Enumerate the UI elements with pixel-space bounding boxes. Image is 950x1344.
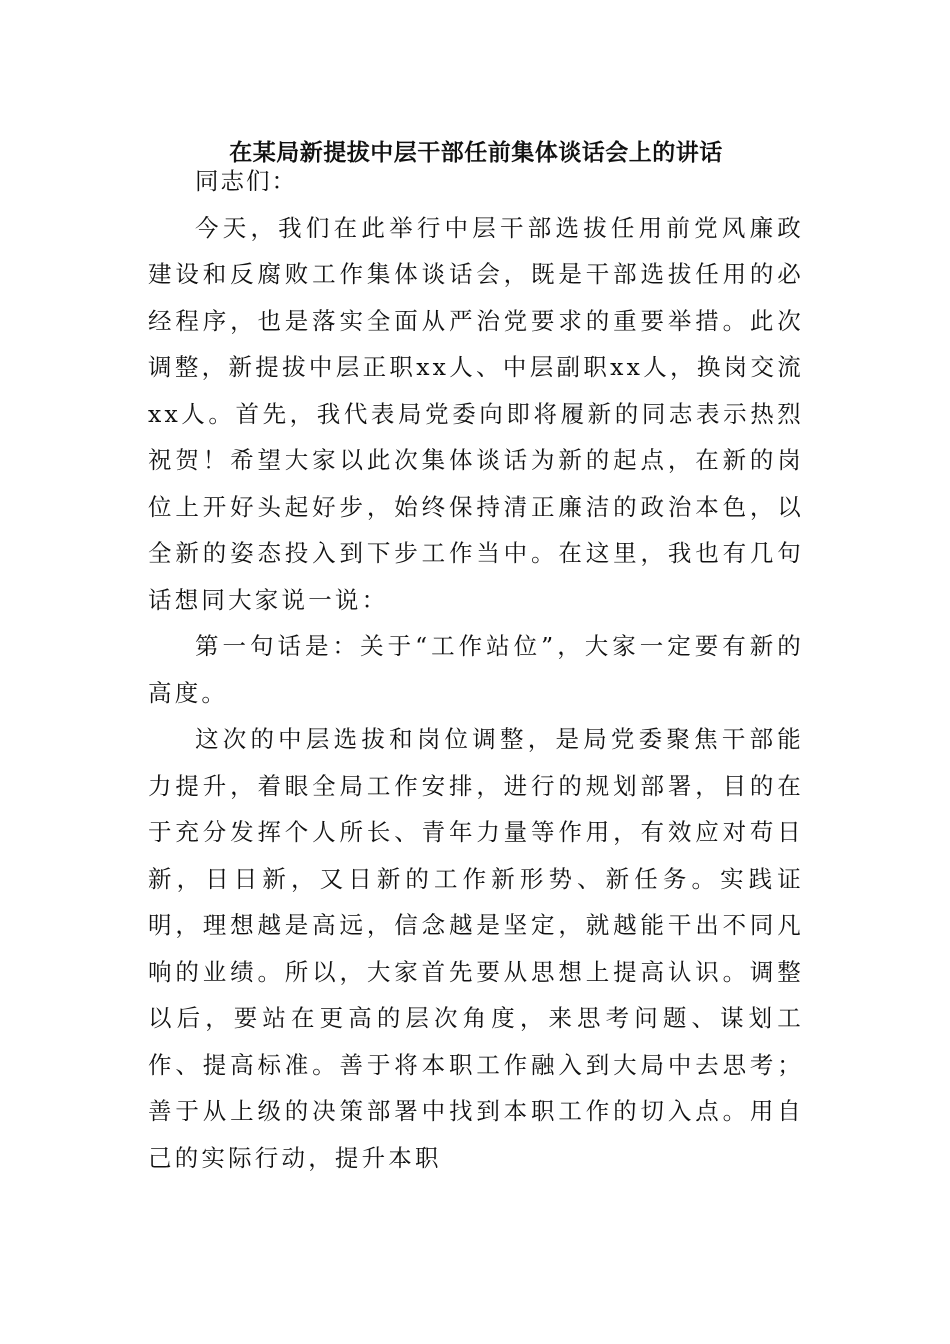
salutation: 同志们： [195, 167, 297, 195]
document-body [148, 158, 804, 1181]
paragraph-point-one-heading: 第一句话是：关于“工作站位”，大家一定要有新的高度。 [148, 632, 804, 707]
document-title: 在某局新提拔中层干部任前集体谈话会上的讲话 [229, 139, 723, 166]
paragraph-intro: 今天，我们在此举行中层干部选拔任用前党风廉政建设和反腐败工作集体谈话会，既是干部选拔任用的必经程序，也是落实全面从严治党要求的重要举措。此次调整，新提拔中层正职xx人、中层副职xx人，换岗交流xx人。首先，我代表局党委向即将履新的同志表示热烈祝贺！希望大家以此次集体谈话为新的起点，在新的岗位上开好头起好步，始终保持清正廉洁的政治本色，以全新的姿态投入到下步工作当中。在这里，我也有几句话想同大家说一说： [148, 213, 804, 614]
paragraph-point-one-body: 这次的中层选拔和岗位调整，是局党委聚焦干部能力提升，着眼全局工作安排，进行的规划部署，目的在于充分发挥个人所长、青年力量等作用，有效应对苟日新，日日新，又日新的工作新形势、新任务。实践证明，理想越是高远，信念越是坚定，就越能干出不同凡响的业绩。所以，大家首先要从思想上提高认识。调整以后，要站在更高的层次角度，来思考问题、谋划工作、提高标准。善于将本职工作融入到大局中去思考；善于从上级的决策部署中找到本职工作的切入点。用自己的实际行动，提升本职 [148, 725, 804, 1172]
